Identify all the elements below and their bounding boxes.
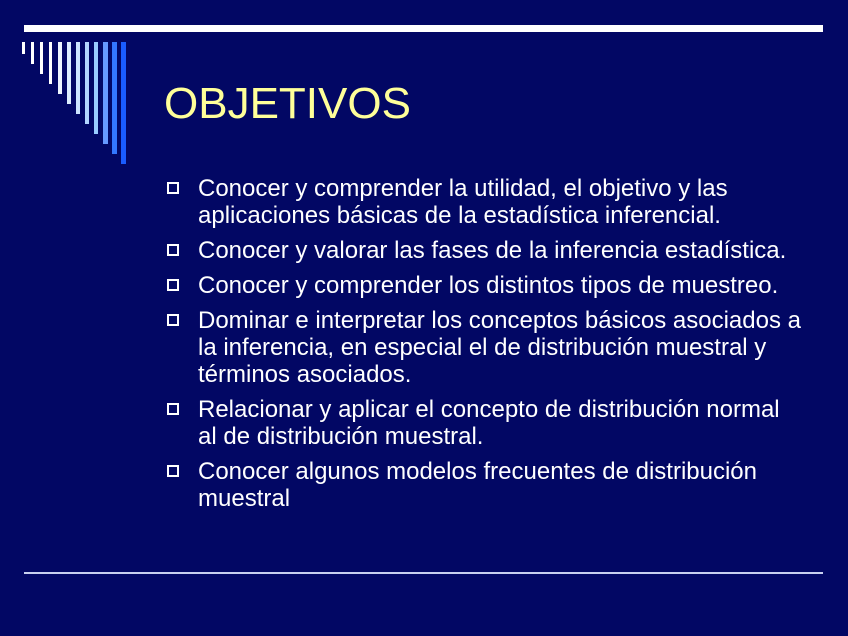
list-item	[164, 396, 804, 450]
list-item-text: Conocer y valorar las fases de la inferencia estadística.	[198, 237, 787, 264]
list-item	[164, 458, 804, 512]
hollow-square-bullet-icon	[167, 403, 179, 415]
list-item	[164, 175, 804, 229]
hollow-square-bullet-icon	[167, 279, 179, 291]
list-item-text: Conocer algunos modelos frecuentes de distribución muestral	[198, 458, 757, 512]
objectives-list	[164, 175, 804, 520]
vertical-stripes-decoration	[0, 0, 150, 175]
hollow-square-bullet-icon	[167, 244, 179, 256]
slide-title: OBJETIVOS	[164, 79, 411, 128]
list-item-text: Dominar e interpretar los conceptos básicos asociados a la inferencia, en especial el de distribución muestral y términos asociados.	[198, 307, 801, 388]
list-item-text: Relacionar y aplicar el concepto de distribución normal al de distribución muestral.	[198, 396, 780, 450]
hollow-square-bullet-icon	[167, 465, 179, 477]
hollow-square-bullet-icon	[167, 182, 179, 194]
list-item	[164, 272, 804, 299]
hollow-square-bullet-icon	[167, 314, 179, 326]
list-item-text: Conocer y comprender los distintos tipos de muestreo.	[198, 272, 779, 299]
list-item	[164, 237, 804, 264]
bottom-rule	[24, 572, 823, 574]
list-item	[164, 307, 804, 388]
list-item-text: Conocer y comprender la utilidad, el objetivo y las aplicaciones básicas de la estadística inferencial.	[198, 175, 728, 229]
